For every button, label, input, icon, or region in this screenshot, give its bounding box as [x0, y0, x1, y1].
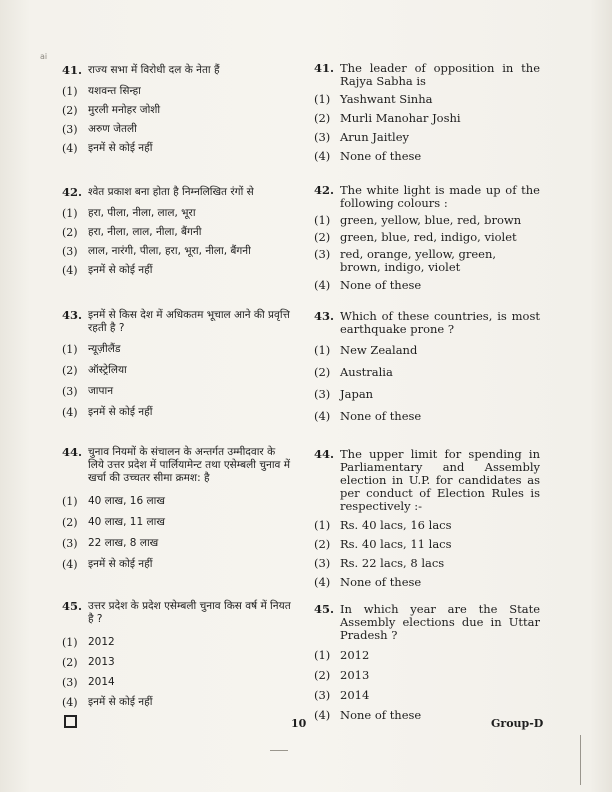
option-3[interactable]: (3) Japan [314, 387, 374, 401]
option-1[interactable]: (1) यशवन्त सिन्हा [62, 85, 141, 98]
question-text: The upper limit for spending in Parliamentary and Assembly election in U.P. for candidates as per conduct of Election Rules is respectively :- [340, 447, 540, 513]
question-text: The leader of opposition in the Rajya Sabha is [340, 61, 540, 88]
question-number: 42. [62, 185, 83, 199]
question-44-hindi [62, 446, 292, 571]
option-4[interactable]: (4) इनमें से कोई नहीं [62, 142, 153, 155]
option-3[interactable]: (3) लाल, नारंगी, पीला, हरा, भूरा, नीला, बैंगनी [62, 245, 251, 258]
question-41-english [314, 62, 540, 163]
question-number: 44. [314, 447, 335, 461]
option-4[interactable]: (4) None of these [314, 575, 422, 589]
option-3[interactable]: (3) अरुण जेतली [62, 123, 137, 136]
question-45-hindi [62, 600, 292, 709]
question-number: 43. [62, 308, 83, 322]
scan-artifact-line [580, 735, 581, 785]
option-1[interactable]: (1) Yashwant Sinha [314, 92, 433, 106]
option-2[interactable]: (2) ऑस्ट्रेलिया [62, 364, 127, 377]
option-4[interactable]: (4) इनमें से कोई नहीं [62, 558, 153, 571]
option-4[interactable]: (4) None of these [314, 409, 422, 423]
option-1[interactable]: (1) green, yellow, blue, red, brown [314, 213, 522, 227]
option-2[interactable]: (2) मुरली मनोहर जोशी [62, 104, 161, 117]
option-1[interactable]: (1) New Zealand [314, 343, 418, 357]
option-3[interactable]: (3) जापान [62, 385, 114, 398]
option-4[interactable]: (4) None of these [314, 149, 422, 163]
question-44-english [314, 448, 540, 589]
option-1[interactable]: (1) Rs. 40 lacs, 16 lacs [314, 518, 452, 532]
option-1[interactable]: (1) हरा, पीला, नीला, लाल, भूरा [62, 207, 196, 220]
option-1[interactable]: (1) 2012 [62, 636, 115, 649]
scan-artifact-dash [270, 750, 288, 751]
question-number: 41. [314, 61, 335, 75]
question-text: इनमें से किस देश में अधिकतम भूचाल आने की प्रवृत्ति रहती है ? [88, 309, 290, 334]
option-1[interactable]: (1) 2012 [314, 648, 370, 662]
question-41-hindi [62, 64, 292, 155]
option-3[interactable]: (3) 2014 [62, 676, 115, 689]
page-number: 10 [291, 717, 307, 730]
question-number: 42. [314, 183, 335, 197]
option-1[interactable]: (1) न्यूज़ीलैंड [62, 343, 121, 356]
question-text: Which of these countries, is most earthquake prone ? [340, 309, 540, 336]
option-4[interactable]: (4) इनमें से कोई नहीं [62, 406, 153, 419]
option-4[interactable]: (4) इनमें से कोई नहीं [62, 264, 153, 277]
group-label: Group-D [491, 717, 544, 730]
option-2[interactable]: (2) green, blue, red, indigo, violet [314, 230, 517, 244]
question-number: 45. [62, 599, 83, 613]
question-text: In which year are the State Assembly elections due in Uttar Pradesh ? [340, 602, 540, 642]
margin-scribble: ai [40, 52, 48, 61]
footer-square-mark [64, 715, 77, 728]
option-3[interactable]: (3) 22 लाख, 8 लाख [62, 537, 159, 550]
option-2[interactable]: (2) हरा, नीला, लाल, नीला, बैंगनी [62, 226, 202, 239]
option-4[interactable]: (4) इनमें से कोई नहीं [62, 696, 153, 709]
question-42-english [314, 184, 540, 292]
question-number: 41. [62, 63, 83, 77]
question-number: 44. [62, 445, 83, 459]
option-2[interactable]: (2) 2013 [314, 668, 370, 682]
option-2[interactable]: (2) Murli Manohar Joshi [314, 111, 461, 125]
option-1[interactable]: (1) 40 लाख, 16 लाख [62, 495, 165, 508]
option-4[interactable]: (4) None of these [314, 708, 422, 722]
question-number: 45. [314, 602, 335, 616]
question-text: चुनाव नियमों के संचालन के अन्तर्गत उम्मीदवार के लिये उत्तर प्रदेश में पार्लियामेन्ट तथा एसेम्बली चुनाव में खर्चा की उच्चतर सीमा क्रमश: है [88, 446, 290, 484]
option-3[interactable]: (3) Arun Jaitley [314, 130, 410, 144]
option-3[interactable]: (3) 2014 [314, 688, 370, 702]
question-45-english [314, 603, 540, 722]
option-2[interactable]: (2) 2013 [62, 656, 115, 669]
question-text: राज्य सभा में विरोधी दल के नेता हैं [88, 64, 220, 76]
question-text: The white light is made up of the following colours : [340, 183, 540, 210]
question-43-english [314, 310, 540, 423]
option-4[interactable]: (4) None of these [314, 278, 422, 292]
option-3[interactable]: (3) Rs. 22 lacs, 8 lacs [314, 556, 445, 570]
option-2[interactable]: (2) Australia [314, 365, 393, 379]
option-2[interactable]: (2) Rs. 40 lacs, 11 lacs [314, 537, 452, 551]
question-43-hindi [62, 309, 292, 419]
option-2[interactable]: (2) 40 लाख, 11 लाख [62, 516, 165, 529]
question-text: उत्तर प्रदेश के प्रदेश एसेम्बली चुनाव किस वर्ष में नियत है ? [88, 600, 291, 625]
question-42-hindi [62, 186, 292, 277]
question-number: 43. [314, 309, 335, 323]
question-text: श्वेत प्रकाश बना होता है निम्नलिखित रंगों से [88, 186, 254, 198]
option-3[interactable]: (3) red, orange, yellow, green, brown, indigo, violet [314, 247, 497, 274]
